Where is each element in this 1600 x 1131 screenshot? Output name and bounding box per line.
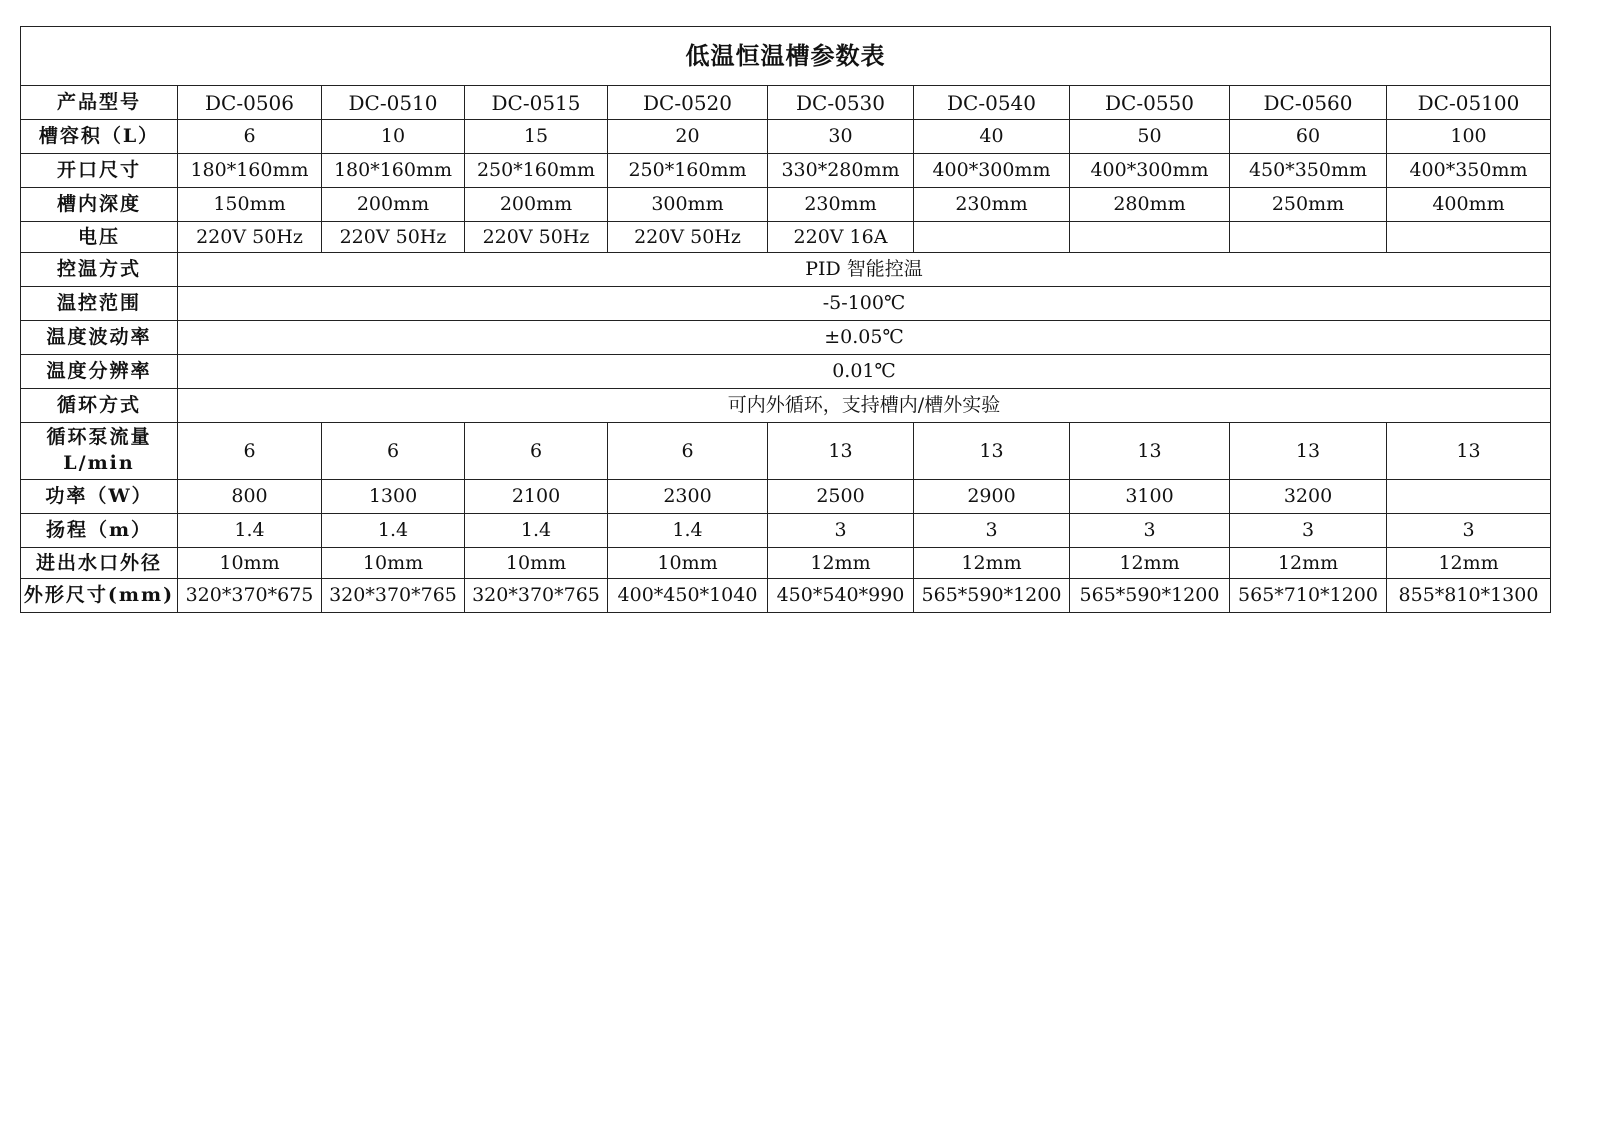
row-label-depth: 槽内深度 (21, 188, 178, 222)
table-cell: 60 (1230, 120, 1387, 154)
table-cell: 200mm (322, 188, 465, 222)
model-header-cell: DC-0540 (914, 86, 1070, 120)
spec-table-body (21, 86, 1551, 613)
table-cell: 100 (1387, 120, 1551, 154)
table-cell: 450*350mm (1230, 154, 1387, 188)
table-cell: 220V 50Hz (608, 222, 768, 253)
table-cell: 3 (1387, 514, 1551, 548)
row-label-circulation-mode: 循环方式 (21, 389, 178, 423)
table-cell: 6 (608, 423, 768, 480)
table-cell: 12mm (1230, 548, 1387, 579)
table-cell: 3 (1230, 514, 1387, 548)
table-cell: 15 (465, 120, 608, 154)
table-cell: 855*810*1300 (1387, 579, 1551, 613)
table-row-power (21, 480, 1551, 514)
model-header-cell: DC-0550 (1070, 86, 1230, 120)
table-cell: 40 (914, 120, 1070, 154)
row-label-capacity: 槽容积（L） (21, 120, 178, 154)
table-cell: 220V 16A (768, 222, 914, 253)
table-cell: 400*450*1040 (608, 579, 768, 613)
table-cell: 50 (1070, 120, 1230, 154)
table-cell: 400*300mm (914, 154, 1070, 188)
shared-cell-circulation-mode: 可内外循环，支持槽内/槽外实验 (178, 389, 1551, 423)
row-label-opening: 开口尺寸 (21, 154, 178, 188)
table-cell: 1.4 (178, 514, 322, 548)
table-cell: 250*160mm (608, 154, 768, 188)
model-header-cell: DC-0520 (608, 86, 768, 120)
table-cell: 2100 (465, 480, 608, 514)
row-label-voltage: 电压 (21, 222, 178, 253)
table-cell: 2500 (768, 480, 914, 514)
table-row-model (21, 86, 1551, 120)
table-row-depth (21, 188, 1551, 222)
table-cell (1387, 222, 1551, 253)
table-cell: 330*280mm (768, 154, 914, 188)
row-label-head: 扬程（m） (21, 514, 178, 548)
row-label-resolution: 温度分辨率 (21, 355, 178, 389)
shared-cell-temp-range: -5-100℃ (178, 287, 1551, 321)
table-cell: 13 (1230, 423, 1387, 480)
table-cell: 800 (178, 480, 322, 514)
table-row-port-diameter (21, 548, 1551, 579)
table-cell: 6 (178, 120, 322, 154)
model-header-cell: DC-0510 (322, 86, 465, 120)
table-cell: 3100 (1070, 480, 1230, 514)
model-header-cell: DC-0506 (178, 86, 322, 120)
table-cell (914, 222, 1070, 253)
table-cell: 220V 50Hz (178, 222, 322, 253)
row-label-port-diameter: 进出水口外径 (21, 548, 178, 579)
table-cell: 400*300mm (1070, 154, 1230, 188)
table-cell: 10mm (608, 548, 768, 579)
table-cell (1230, 222, 1387, 253)
table-cell: 12mm (914, 548, 1070, 579)
table-cell: 220V 50Hz (465, 222, 608, 253)
table-cell: 30 (768, 120, 914, 154)
table-cell: 250mm (1230, 188, 1387, 222)
table-cell: 230mm (768, 188, 914, 222)
table-cell: 200mm (465, 188, 608, 222)
table-row-circulation-mode (21, 389, 1551, 423)
table-cell: 450*540*990 (768, 579, 914, 613)
table-cell: 320*370*675 (178, 579, 322, 613)
table-cell: 3200 (1230, 480, 1387, 514)
table-cell: 12mm (1070, 548, 1230, 579)
row-label-model: 产品型号 (21, 86, 178, 120)
model-header-cell: DC-0515 (465, 86, 608, 120)
table-row-voltage (21, 222, 1551, 253)
table-cell: 300mm (608, 188, 768, 222)
table-cell: 13 (768, 423, 914, 480)
table-row-capacity (21, 120, 1551, 154)
table-cell: 1.4 (322, 514, 465, 548)
table-cell: 10mm (465, 548, 608, 579)
table-row-head (21, 514, 1551, 548)
table-cell (1070, 222, 1230, 253)
table-cell: 12mm (1387, 548, 1551, 579)
table-cell: 565*710*1200 (1230, 579, 1387, 613)
table-cell: 1.4 (465, 514, 608, 548)
shared-cell-resolution: 0.01℃ (178, 355, 1551, 389)
shared-cell-fluctuation: ±0.05℃ (178, 321, 1551, 355)
table-cell: 320*370*765 (465, 579, 608, 613)
table-cell: 6 (322, 423, 465, 480)
row-label-control-mode: 控温方式 (21, 253, 178, 287)
table-cell: 280mm (1070, 188, 1230, 222)
model-header-cell: DC-0560 (1230, 86, 1387, 120)
model-header-cell: DC-0530 (768, 86, 914, 120)
row-label-power: 功率（W） (21, 480, 178, 514)
table-row-opening (21, 154, 1551, 188)
table-row-pump-flow (21, 423, 1551, 480)
table-cell: 6 (465, 423, 608, 480)
table-title: 低温恒温槽参数表 (21, 27, 1551, 86)
table-cell: 230mm (914, 188, 1070, 222)
table-cell: 250*160mm (465, 154, 608, 188)
table-cell: 13 (1387, 423, 1551, 480)
table-cell: 180*160mm (322, 154, 465, 188)
table-row-dimensions (21, 579, 1551, 613)
table-cell: 10mm (178, 548, 322, 579)
table-cell: 12mm (768, 548, 914, 579)
table-cell: 400*350mm (1387, 154, 1551, 188)
table-row-fluctuation (21, 321, 1551, 355)
row-label-pump-flow: 循环泵流量 L/min (21, 423, 178, 480)
table-cell: 6 (178, 423, 322, 480)
table-cell: 3 (768, 514, 914, 548)
table-cell: 20 (608, 120, 768, 154)
spec-table (20, 26, 1551, 613)
row-label-dimensions: 外形尺寸(mm) (21, 579, 178, 613)
table-cell: 3 (1070, 514, 1230, 548)
row-label-fluctuation: 温度波动率 (21, 321, 178, 355)
row-label-temp-range: 温控范围 (21, 287, 178, 321)
table-cell: 10 (322, 120, 465, 154)
table-cell: 2300 (608, 480, 768, 514)
table-cell: 180*160mm (178, 154, 322, 188)
table-cell: 1300 (322, 480, 465, 514)
shared-cell-control-mode: PID 智能控温 (178, 253, 1551, 287)
table-cell: 400mm (1387, 188, 1551, 222)
table-cell: 13 (914, 423, 1070, 480)
table-cell: 220V 50Hz (322, 222, 465, 253)
table-cell: 320*370*765 (322, 579, 465, 613)
table-cell: 13 (1070, 423, 1230, 480)
table-cell: 1.4 (608, 514, 768, 548)
table-cell: 565*590*1200 (1070, 579, 1230, 613)
table-cell: 2900 (914, 480, 1070, 514)
table-cell: 565*590*1200 (914, 579, 1070, 613)
table-row-control-mode (21, 253, 1551, 287)
table-cell (1387, 480, 1551, 514)
table-cell: 3 (914, 514, 1070, 548)
table-row-temp-range (21, 287, 1551, 321)
model-header-cell: DC-05100 (1387, 86, 1551, 120)
table-row-resolution (21, 355, 1551, 389)
table-cell: 150mm (178, 188, 322, 222)
table-cell: 10mm (322, 548, 465, 579)
